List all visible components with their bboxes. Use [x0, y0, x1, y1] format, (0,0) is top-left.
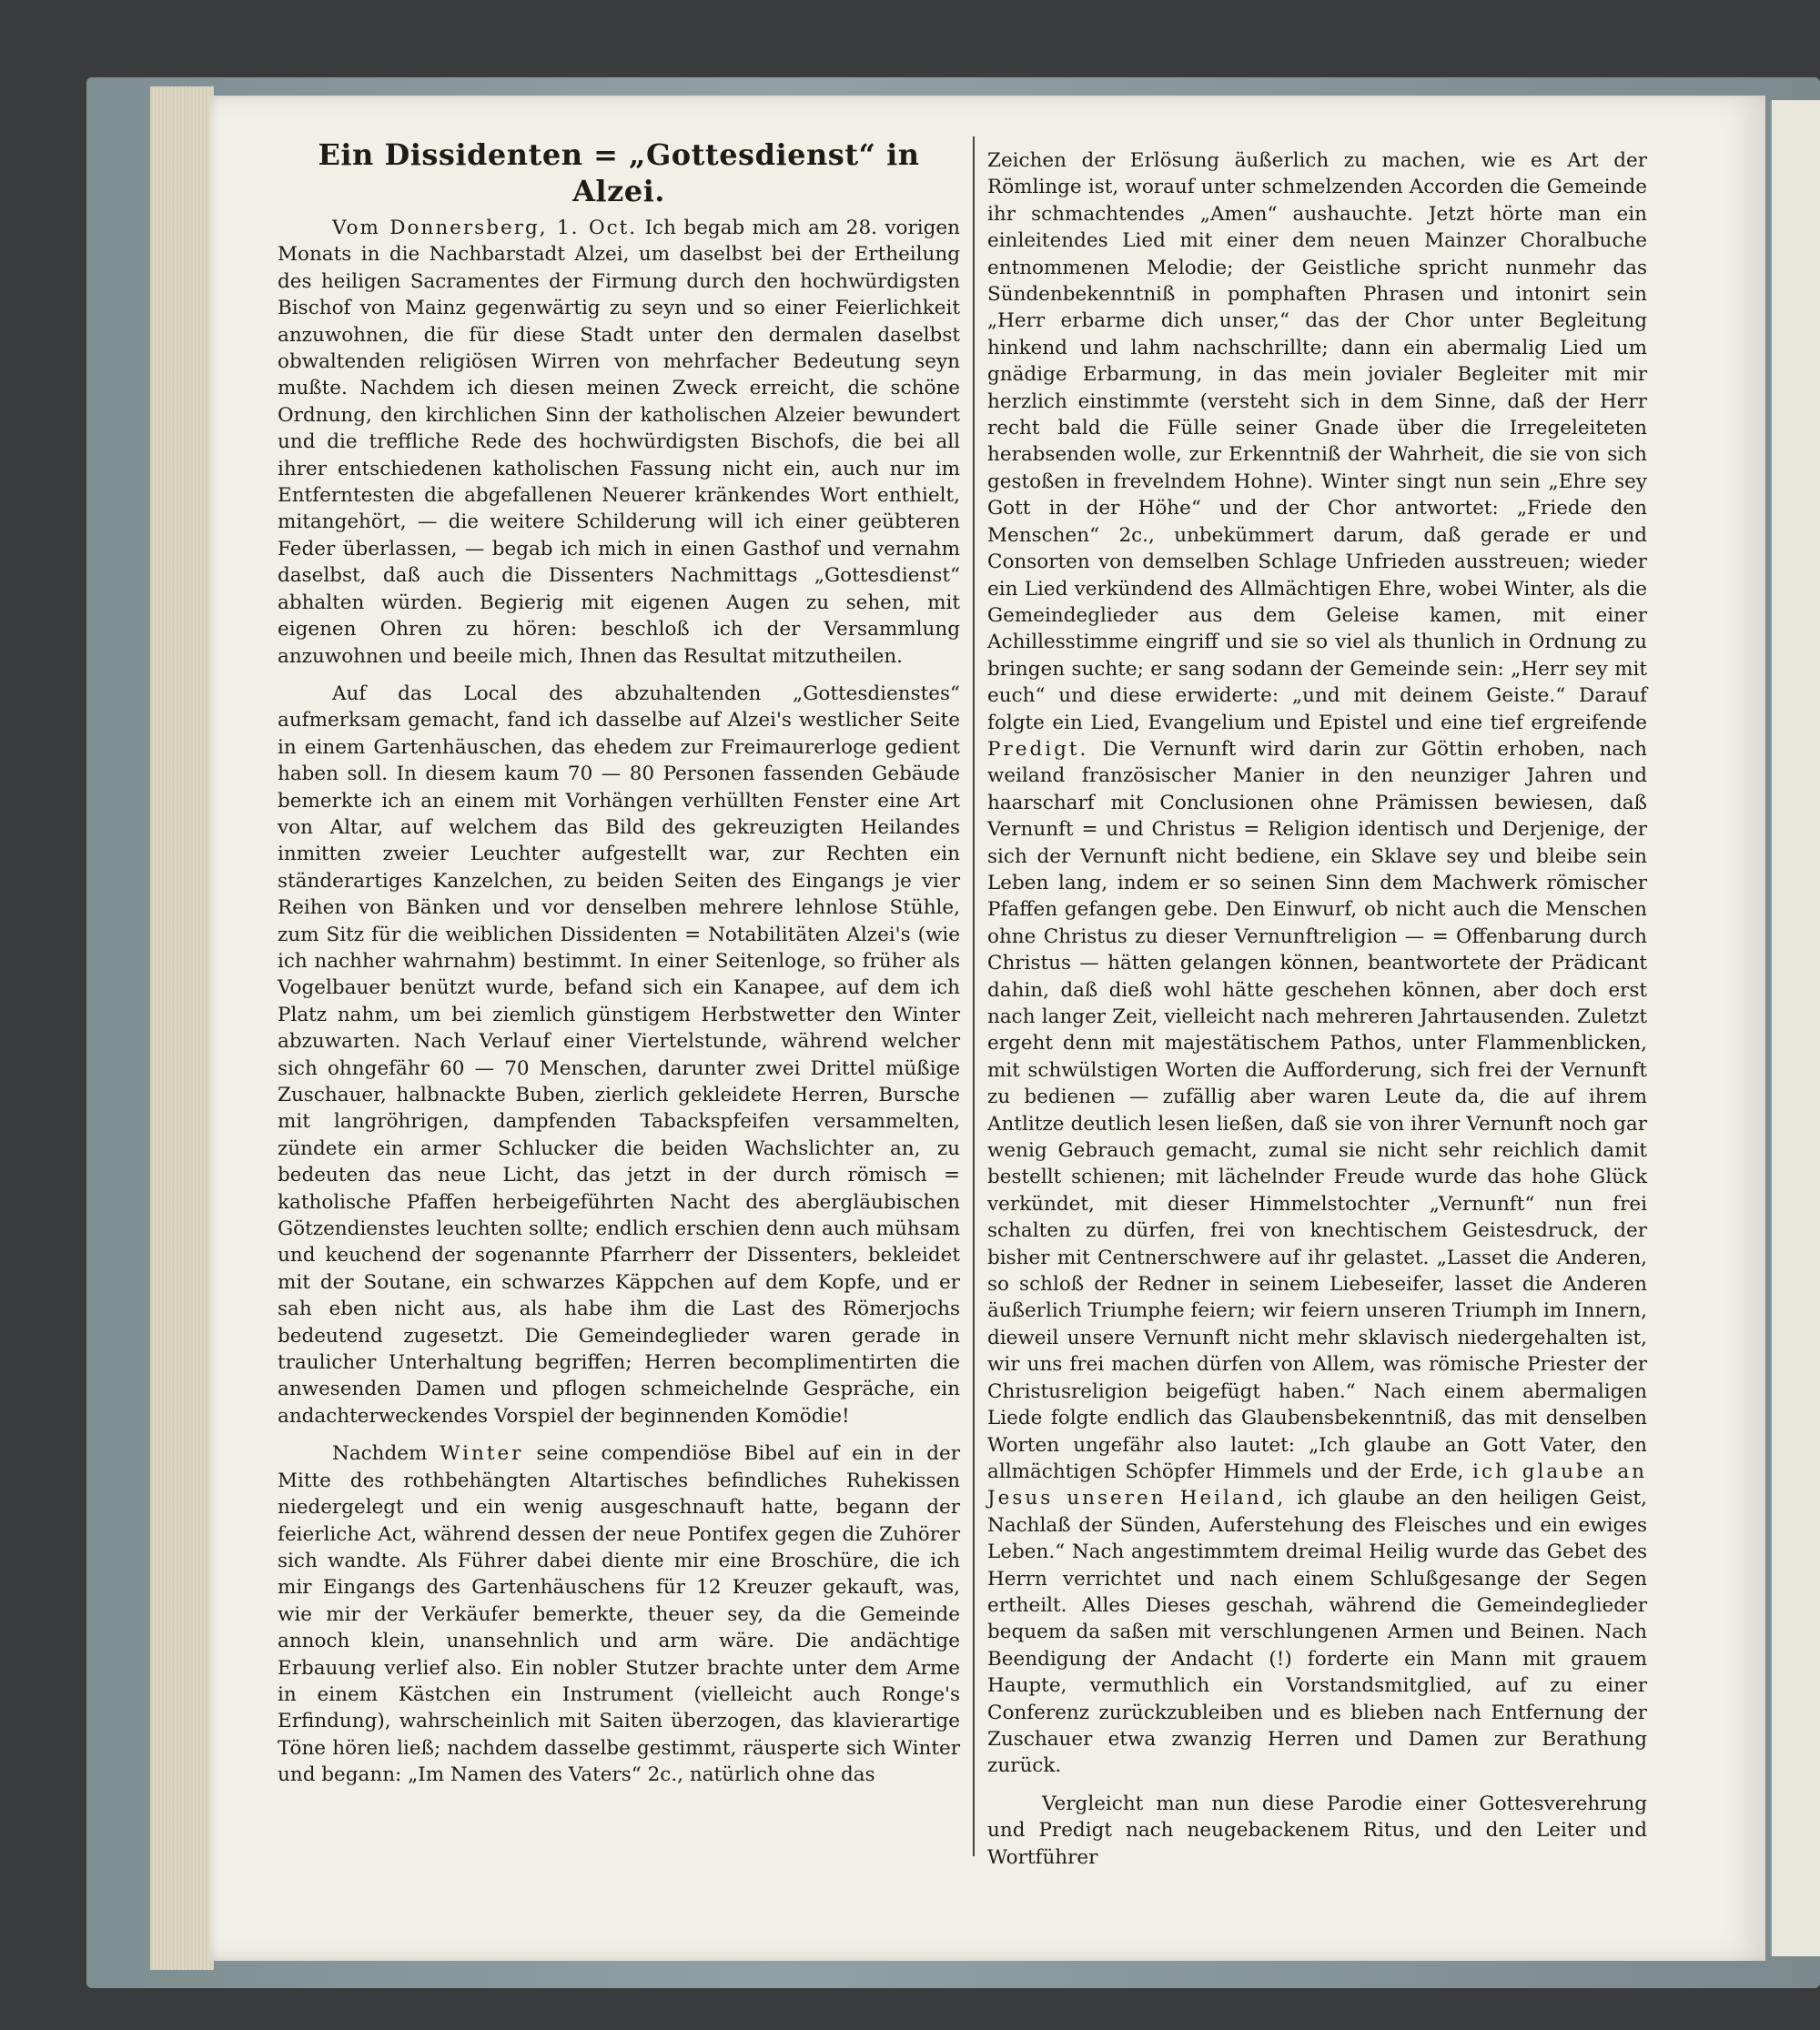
paragraph-3 — [278, 1440, 960, 1788]
paragraph-1-text: Ich begab mich am 28. vorigen Monats in die Nachbarstadt Alzei, um daselbst bei der Ertheilung des heiligen Sacramentes der Firmung durch den hochwürdigsten Bischof von Mainz gegenwärtig zu seyn und so einer Feierlichkeit anzuwohnen, die für diese Stadt unter den dermalen daselbst obwaltenden religiösen Wirren von mehrfacher Bedeutung seyn mußte. Nachdem ich diesen meinen Zweck erreicht, die schöne Ordnung, den kirchlichen Sinn der katholischen Alzeier bewundert und die treffliche Rede des hochwürdigsten Bischofs, die bei all ihrer entschiedenen katholischen Fassung nicht ein, auch nur im Entferntesten die abgefallenen Neuerer kränkendes Wort enthielt, mitangehört, — die weitere Schilderung will ich einer geübteren Feder überlassen, — begab ich mich in einen Gasthof und vernahm daselbst, daß auch die Dissenters Nachmittags „Gottesdienst“ abhalten würden. Begierig mit eigenen Augen zu sehen, mit eigenen Ohren zu hören: beschloß ich der Versammlung anzuwohnen und beeile mich, Ihnen das Resultat mitzutheilen. — [278, 217, 960, 668]
dateline: Vom Donnersberg, 1. Oct. — [332, 217, 638, 239]
paragraph-4-text: Zeichen der Erlösung äußerlich zu machen, wie es Art der Römlinge ist, worauf unter schmelzenden Accorden die Gemeinde ihr schmachtendes „Amen“ aushauchte. Jetzt hörte man ein einleitendes Lied mit einer dem neuen Mainzer Choralbuche entnommenen Melodie; der Geistliche spricht nunmehr das Sündenbekenntniß in pomphaften Phrasen und intonirt sein „Herr erbarme dich unser,“ das der Chor unter Begleitung hinkend und lahm nachschrillte; dann ein abermalig Lied um gnädige Erbarmung, in das mein jovialer Begleiter mit mir herzlich einstimmte (versteht sich in dem Sinne, daß der Herr recht bald die Fülle seiner Gnade über die Irregeleiteten herabsenden wolle, zur Erkenntniß der Wahrheit, die sie von sich gestoßen in frevelndem Hohne). Winter singt nun sein „Ehre sey Gott in der Höhe“ und der Chor antwortet: „Friede den Menschen“ 2c., unbekümmert darum, daß gerade er und Consorten von demselben Schlage Unfrieden ausstreuen; wieder ein Lied verkündend des Allmächtigen Ehre, wobei Winter, als die Gemeindeglieder aus dem Geleise kamen, mit einer Achillesstimme eingriff und sie so viel als thunlich in Ordnung zu bringen suchte; er sang sodann der Gemeinde sein: „Herr sey mit euch“ und diese erwiderte: „und mit deinem Geiste.“ Darauf folgte ein Lied, Evangelium und Epistel und eine tief ergreifende — [987, 149, 1647, 734]
paragraph-2: Auf das Local des abzuhaltenden „Gottesdienstes“ aufmerksam gemacht, fand ich dasselbe auf Alzei's westlicher Seite in einem Gartenhäuschen, das ehedem zur Freimaurerloge gedient haben soll. In diesem kaum 70 — 80 Personen fassenden Gebäude bemerkte ich an einem mit Vorhängen verhüllten Fenster eine Art von Altar, auf welchem das Bild des gekreuzigten Heilandes inmitten zweier Leuchter aufgestellt war, zur Rechten ein ständerartiges Kanzelchen, zu beiden Seiten des Eingangs je vier Reihen von Bänken und vor denselben mehrere lehnlose Stühle, zum Sitz für die weiblichen Dissidenten = Notabilitäten Alzei's (wie ich nachher wahrnahm) bestimmt. In einer Seitenloge, so früher als Vogelbauer benützt wurde, befand sich ein Kanapee, auf dem ich Platz nahm, um bei ziemlich günstigem Herbstwetter den Winter abzuwarten. Nach Verlauf einer Viertelstunde, während welcher sich ohngefähr 60 — 70 Menschen, darunter zwei Drittel müßige Zuschauer, halbnackte Buben, zierlich gekleidete Herren, Bursche mit langröhrigen, dampfenden Tabackspfeifen versammelten, zündete ein armer Schlucker die beiden Wachslichter an, zu bedeuten das neue Licht, das jetzt in der durch römisch = katholische Pfaffen herbeigeführten Nacht des abergläubischen Götzendienstes leuchten sollte; endlich erschien denn auch mühsam und keuchend der sogenannte Pfarrherr der Dissenters, bekleidet mit der Soutane, ein schwarzes Käppchen auf dem Kopfe, und er sah eben nicht aus, als habe ihm die Last des Römerjochs bedeutend zugesetzt. Die Gemeindeglieder waren gerade in traulicher Unterhaltung begriffen; Herren becomplimentirten die anwesenden Damen und pflogen schmeichelnde Gespräche, ein andachterweckendes Vorspiel der beginnenden Komödie! — [278, 682, 960, 1428]
paragraph-4-end: ich glaube an den heiligen Geist, Nachlaß der Sünden, Auferstehung des Fleisches und ein ewiges Leben.“ Nach angestimmtem dreimal Heilig wurde das Gebet des Herrn verrichtet und nach einem Schlußgesange der Segen ertheilt. Alles Dieses geschah, während die Gemeindeglieder bequem da saßen mit verschlungenen Armen und Beinen. Nach Beendigung der Andacht (!) forderte ein Mann mit grauem Haupte, vermuthlich ein Vorstandsmitglied, auf zu einer Conferenz zurückzubleiben und es blieben nach Entfernung der Zuschauer etwa zwanzig Herren und Damen zur Berathung zurück. — [987, 1487, 1647, 1778]
paragraph-4-continued: Die Vernunft wird darin zur Göttin erhoben, nach weiland französischer Manier in den neunziger Jahren und haarscharf mit Conclusionen ohne Prämissen bewiesen, daß Vernunft = und Christus = Religion identisch und Derjenige, der sich der Vernunft nicht bediene, ein Sklave sey und bleibe sein Leben lang, indem er so seinen Sinn dem Machwerk römischer Pfaffen gefangen gebe. Den Einwurf, ob nicht auch die Menschen ohne Christus zu dieser Vernunftreligion — = Offenbarung durch Christus — hätten gelangen können, beantwortete der Prädicant dahin, daß dieß wohl hätte geschehen können, aber doch erst nach langer Zeit, vielleicht nach mehreren Jahrtausenden. Zuletzt ergeht denn mit majestätischem Pathos, unter Flammenblicken, mit schwülstigen Worten die Aufforderung, sich frei der Vernunft zu bedienen — zufällig aber waren Leute da, die auf ihrem Antlitze deutlich lesen ließen, daß sie von ihrer Vernunft noch gar wenig Gebrauch gemacht, zumal sie nicht sehr reichlich damit bestellt schienen; mit lächelnder Freude wurde das hohe Glück verkündet, mit dieser Himmelstochter „Vernunft“ nun frei schalten zu dürfen, frei von knechtischem Geistesdruck, der bisher mit Centnerschwere auf ihr gelastet. „Lasset die Anderen, so schloß der Redner in seinem Liebeseifer, lasset die Anderen äußerlich Triumphe feiern; wir feiern unseren Triumph im Innern, dieweil unsere Vernunft nicht mehr sklavisch niedergehalten ist, wir uns frei machen dürfen von Allem, was römische Priester der Christusreligion beigefügt haben.“ Nach einem abermaligen Liede folgte endlich das Glaubensbekenntniß, das mit denselben Worten ungefähr also lautet: „Ich glaube an Gott Vater, den allmächtigen Schöpfer Himmels und der Erde, — [987, 737, 1648, 1483]
paragraph-4 — [987, 147, 1647, 1780]
word-predigt: Predigt. — [987, 737, 1089, 761]
left-column — [278, 136, 960, 1800]
column-divider — [973, 136, 975, 1856]
facing-page-edge — [1770, 100, 1820, 1956]
right-column — [987, 147, 1647, 1882]
article-headline: Ein Dissidenten = „Gottesdienst“ in Alzei. — [318, 137, 920, 208]
paragraph-1 — [278, 215, 960, 670]
paragraph-3-text: seine compendiöse Bibel auf ein in der Mitte des rothbehängten Altartisches befindliches Ruhekissen niedergelegt und ein wenig ausgeschnauft hatte, begann der feierliche Act, während dessen der neue Pontifex gegen die Zuhörer sich wandte. Als Führer dabei diente mir eine Broschüre, die ich mir Eingangs des Gartenhäuschens für 12 Kreuzer gekauft, was, wie mir der Verkäufer bemerkte, theuer sey, da die Gemeinde annoch klein, unansehnlich und arm wäre. Die andächtige Erbauung verlief also. Ein nobler Stutzer brachte unter dem Arme in einem Kästchen ein Instrument (vielleicht auch Ronge's Erfindung), wahrscheinlich mit Saiten überzogen, das klavierartige Töne hören ließ; nachdem dasselbe gestimmt, räusperte sich Winter und begann: „Im Namen des Vaters“ 2c., natürlich ohne das — [278, 1442, 961, 1787]
paragraph-5: Vergleicht man nun diese Parodie einer Gottesverehrung und Predigt nach neugebackenem Ritus, und den Leiter und Wortführer — [987, 1792, 1647, 1869]
paragraph-3-start: Nachdem — [332, 1442, 428, 1466]
name-winter: Winter — [440, 1442, 524, 1466]
page-edges — [150, 86, 214, 1970]
creed-phrase: ich glaube an Jesus unseren Heiland, — [987, 1459, 1647, 1510]
